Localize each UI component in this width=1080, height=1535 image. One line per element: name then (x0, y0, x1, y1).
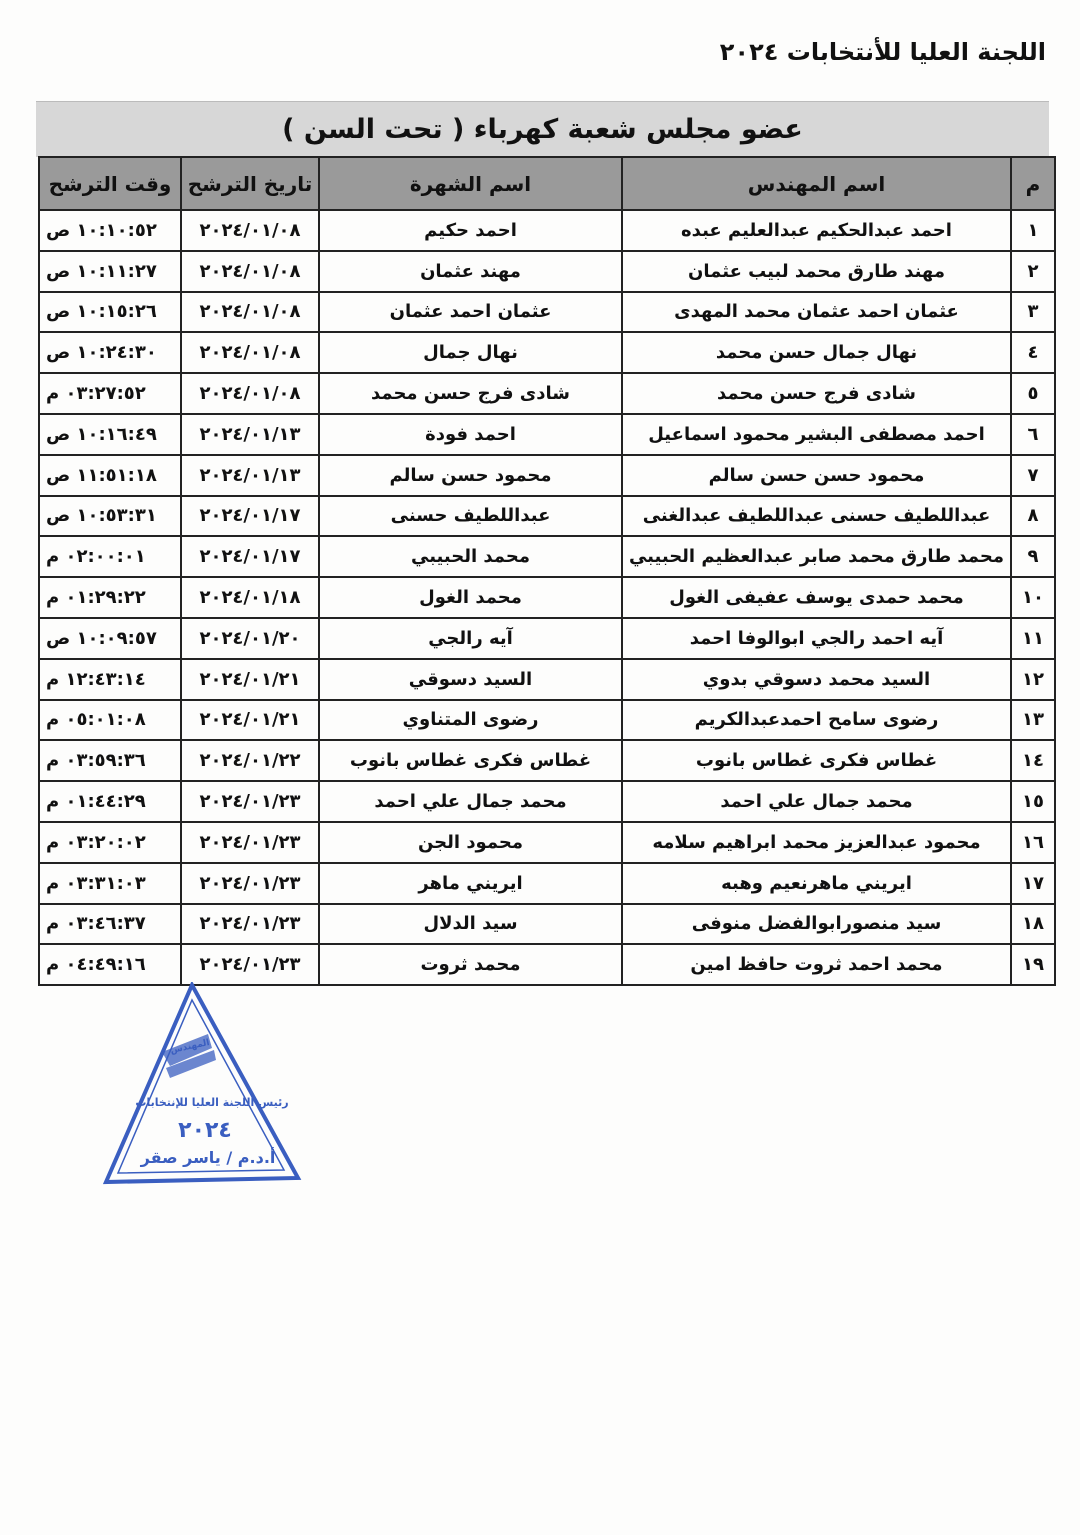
table-row (39, 577, 1055, 618)
cell-num: ١٤ (1011, 740, 1055, 781)
table-row (39, 904, 1055, 945)
table-row (39, 659, 1055, 700)
cell-num: ١ (1011, 210, 1055, 251)
cell-time: ٠٤:٤٩:١٦ م (39, 944, 181, 985)
cell-num: ٧ (1011, 455, 1055, 496)
table-row (39, 618, 1055, 659)
cell-engineer-name: محمد طارق محمد صابر عبدالعظيم الحبيبي (622, 536, 1011, 577)
cell-num: ١٢ (1011, 659, 1055, 700)
cell-time: ٠٣:٢٧:٥٢ م (39, 373, 181, 414)
table-row (39, 700, 1055, 741)
cell-engineer-name: محمود عبدالعزيز محمد ابراهيم سلامه (622, 822, 1011, 863)
cell-date: ٢٠٢٤/٠١/٢١ (181, 700, 319, 741)
table-header-row (39, 157, 1055, 210)
table-row (39, 210, 1055, 251)
cell-num: ٩ (1011, 536, 1055, 577)
table-row (39, 822, 1055, 863)
cell-fame-name: آيه رالجي (319, 618, 622, 659)
cell-time: ٠١:٤٤:٢٩ م (39, 781, 181, 822)
cell-date: ٢٠٢٤/٠١/٠٨ (181, 292, 319, 333)
cell-date: ٢٠٢٤/٠١/٢٠ (181, 618, 319, 659)
cell-fame-name: نهال جمال (319, 332, 622, 373)
cell-num: ٨ (1011, 496, 1055, 537)
cell-time: ١٠:١٥:٢٦ ص (39, 292, 181, 333)
cell-num: ٦ (1011, 414, 1055, 455)
cell-date: ٢٠٢٤/٠١/١٣ (181, 414, 319, 455)
cell-num: ١٧ (1011, 863, 1055, 904)
table-row (39, 373, 1055, 414)
table-row (39, 536, 1055, 577)
cell-fame-name: غطاس فكرى غطاس بانوب (319, 740, 622, 781)
cell-time: ١٠:٢٤:٣٠ ص (39, 332, 181, 373)
cell-num: ١١ (1011, 618, 1055, 659)
cell-date: ٢٠٢٤/٠١/٢٣ (181, 944, 319, 985)
stamp-line-2: ٢٠٢٤ (178, 1118, 232, 1143)
cell-time: ٠٣:٢٠:٠٢ م (39, 822, 181, 863)
cell-time: ١٠:١٠:٥٢ ص (39, 210, 181, 251)
cell-date: ٢٠٢٤/٠١/١٣ (181, 455, 319, 496)
cell-engineer-name: شادى فرج حسن محمد (622, 373, 1011, 414)
cell-num: ٤ (1011, 332, 1055, 373)
cell-time: ١٠:٠٩:٥٧ ص (39, 618, 181, 659)
stamp-line-3: أ.د.م / ياسر صقر (140, 1148, 276, 1167)
col-header-num: م (1011, 157, 1055, 210)
table-row (39, 944, 1055, 985)
cell-num: ٣ (1011, 292, 1055, 333)
cell-time: ١٠:١١:٢٧ ص (39, 251, 181, 292)
cell-num: ١٥ (1011, 781, 1055, 822)
cell-date: ٢٠٢٤/٠١/٢٢ (181, 740, 319, 781)
cell-fame-name: محمد ثروت (319, 944, 622, 985)
candidates-table (38, 156, 1056, 986)
cell-fame-name: محمد الغول (319, 577, 622, 618)
cell-engineer-name: آيه احمد رالجي ابوالوفا احمد (622, 618, 1011, 659)
table-row (39, 332, 1055, 373)
cell-time: ١٢:٤٣:١٤ م (39, 659, 181, 700)
cell-time: ١١:٥١:١٨ ص (39, 455, 181, 496)
cell-fame-name: ايريني ماهر (319, 863, 622, 904)
cell-time: ١٠:١٦:٤٩ ص (39, 414, 181, 455)
cell-date: ٢٠٢٤/٠١/٠٨ (181, 373, 319, 414)
cell-engineer-name: عبداللطيف حسنى عبداللطيف عبدالغنى (622, 496, 1011, 537)
stamp-line-1: رئيس اللجنة العليا للإنتخابات (135, 1096, 289, 1109)
cell-fame-name: محمد الحبيبي (319, 536, 622, 577)
cell-fame-name: احمد فودة (319, 414, 622, 455)
cell-fame-name: احمد حكيم (319, 210, 622, 251)
cell-fame-name: السيد دسوقي (319, 659, 622, 700)
cell-engineer-name: سيد منصورابوالفضل منوفى (622, 904, 1011, 945)
table-row (39, 251, 1055, 292)
cell-date: ٢٠٢٤/٠١/٢١ (181, 659, 319, 700)
cell-fame-name: عثمان احمد عثمان (319, 292, 622, 333)
cell-num: ١٨ (1011, 904, 1055, 945)
cell-engineer-name: محمد احمد ثروت حافظ امين (622, 944, 1011, 985)
cell-fame-name: محمود الجن (319, 822, 622, 863)
cell-date: ٢٠٢٤/٠١/٢٣ (181, 822, 319, 863)
stamp-logo-text: المهندس (169, 1037, 211, 1057)
cell-engineer-name: نهال جمال حسن محمد (622, 332, 1011, 373)
col-header-time: وقت الترشح (39, 157, 181, 210)
cell-engineer-name: احمد عبدالحكيم عبدالعليم عبده (622, 210, 1011, 251)
table-row (39, 863, 1055, 904)
cell-fame-name: سيد الدلال (319, 904, 622, 945)
table-title: عضو مجلس شعبة كهرباء ( تحت السن ) (36, 101, 1049, 157)
col-header-engineer: اسم المهندس (622, 157, 1011, 210)
cell-engineer-name: رضوى سامح احمدعبدالكريم (622, 700, 1011, 741)
cell-num: ٥ (1011, 373, 1055, 414)
cell-time: ٠٣:٣١:٠٣ م (39, 863, 181, 904)
cell-num: ١٩ (1011, 944, 1055, 985)
cell-date: ٢٠٢٤/٠١/١٧ (181, 496, 319, 537)
cell-time: ٠٣:٤٦:٣٧ م (39, 904, 181, 945)
document-header: اللجنة العليا للأنتخابات ٢٠٢٤ (719, 38, 1046, 66)
cell-date: ٢٠٢٤/٠١/٠٨ (181, 332, 319, 373)
cell-fame-name: عبداللطيف حسنى (319, 496, 622, 537)
cell-num: ١٦ (1011, 822, 1055, 863)
cell-engineer-name: محمد جمال علي احمد (622, 781, 1011, 822)
cell-fame-name: محمود حسن سالم (319, 455, 622, 496)
table-row (39, 292, 1055, 333)
cell-engineer-name: عثمان احمد عثمان محمد المهدى (622, 292, 1011, 333)
table-body (39, 210, 1055, 985)
cell-engineer-name: محمود حسن حسن سالم (622, 455, 1011, 496)
cell-num: ١٠ (1011, 577, 1055, 618)
cell-date: ٢٠٢٤/٠١/٢٣ (181, 904, 319, 945)
cell-fame-name: شادى فرج حسن محمد (319, 373, 622, 414)
cell-engineer-name: محمد حمدى يوسف عفيفى الغول (622, 577, 1011, 618)
cell-time: ٠٣:٥٩:٣٦ م (39, 740, 181, 781)
cell-fame-name: محمد جمال علي احمد (319, 781, 622, 822)
cell-date: ٢٠٢٤/٠١/٢٣ (181, 863, 319, 904)
cell-num: ٢ (1011, 251, 1055, 292)
table-row (39, 496, 1055, 537)
cell-engineer-name: غطاس فكرى غطاس بانوب (622, 740, 1011, 781)
col-header-date: تاريخ الترشح (181, 157, 319, 210)
cell-engineer-name: مهند طارق محمد لبيب عثمان (622, 251, 1011, 292)
cell-date: ٢٠٢٤/٠١/٠٨ (181, 210, 319, 251)
cell-fame-name: رضوى المتناوي (319, 700, 622, 741)
table-row (39, 781, 1055, 822)
cell-fame-name: مهند عثمان (319, 251, 622, 292)
cell-time: ٠٢:٠٠:٠١ م (39, 536, 181, 577)
cell-date: ٢٠٢٤/٠١/٢٣ (181, 781, 319, 822)
col-header-fame: اسم الشهرة (319, 157, 622, 210)
cell-engineer-name: السيد محمد دسوقي بدوي (622, 659, 1011, 700)
table-row (39, 455, 1055, 496)
table-row (39, 740, 1055, 781)
cell-num: ١٣ (1011, 700, 1055, 741)
cell-date: ٢٠٢٤/٠١/٠٨ (181, 251, 319, 292)
cell-time: ٠١:٢٩:٢٢ م (39, 577, 181, 618)
cell-engineer-name: احمد مصطفى البشير محمود اسماعيل (622, 414, 1011, 455)
cell-date: ٢٠٢٤/٠١/١٨ (181, 577, 319, 618)
table-row (39, 414, 1055, 455)
cell-date: ٢٠٢٤/٠١/١٧ (181, 536, 319, 577)
cell-time: ٠٥:٠١:٠٨ م (39, 700, 181, 741)
cell-time: ١٠:٥٣:٣١ ص (39, 496, 181, 537)
cell-engineer-name: ايريني ماهرنعيم وهبه (622, 863, 1011, 904)
